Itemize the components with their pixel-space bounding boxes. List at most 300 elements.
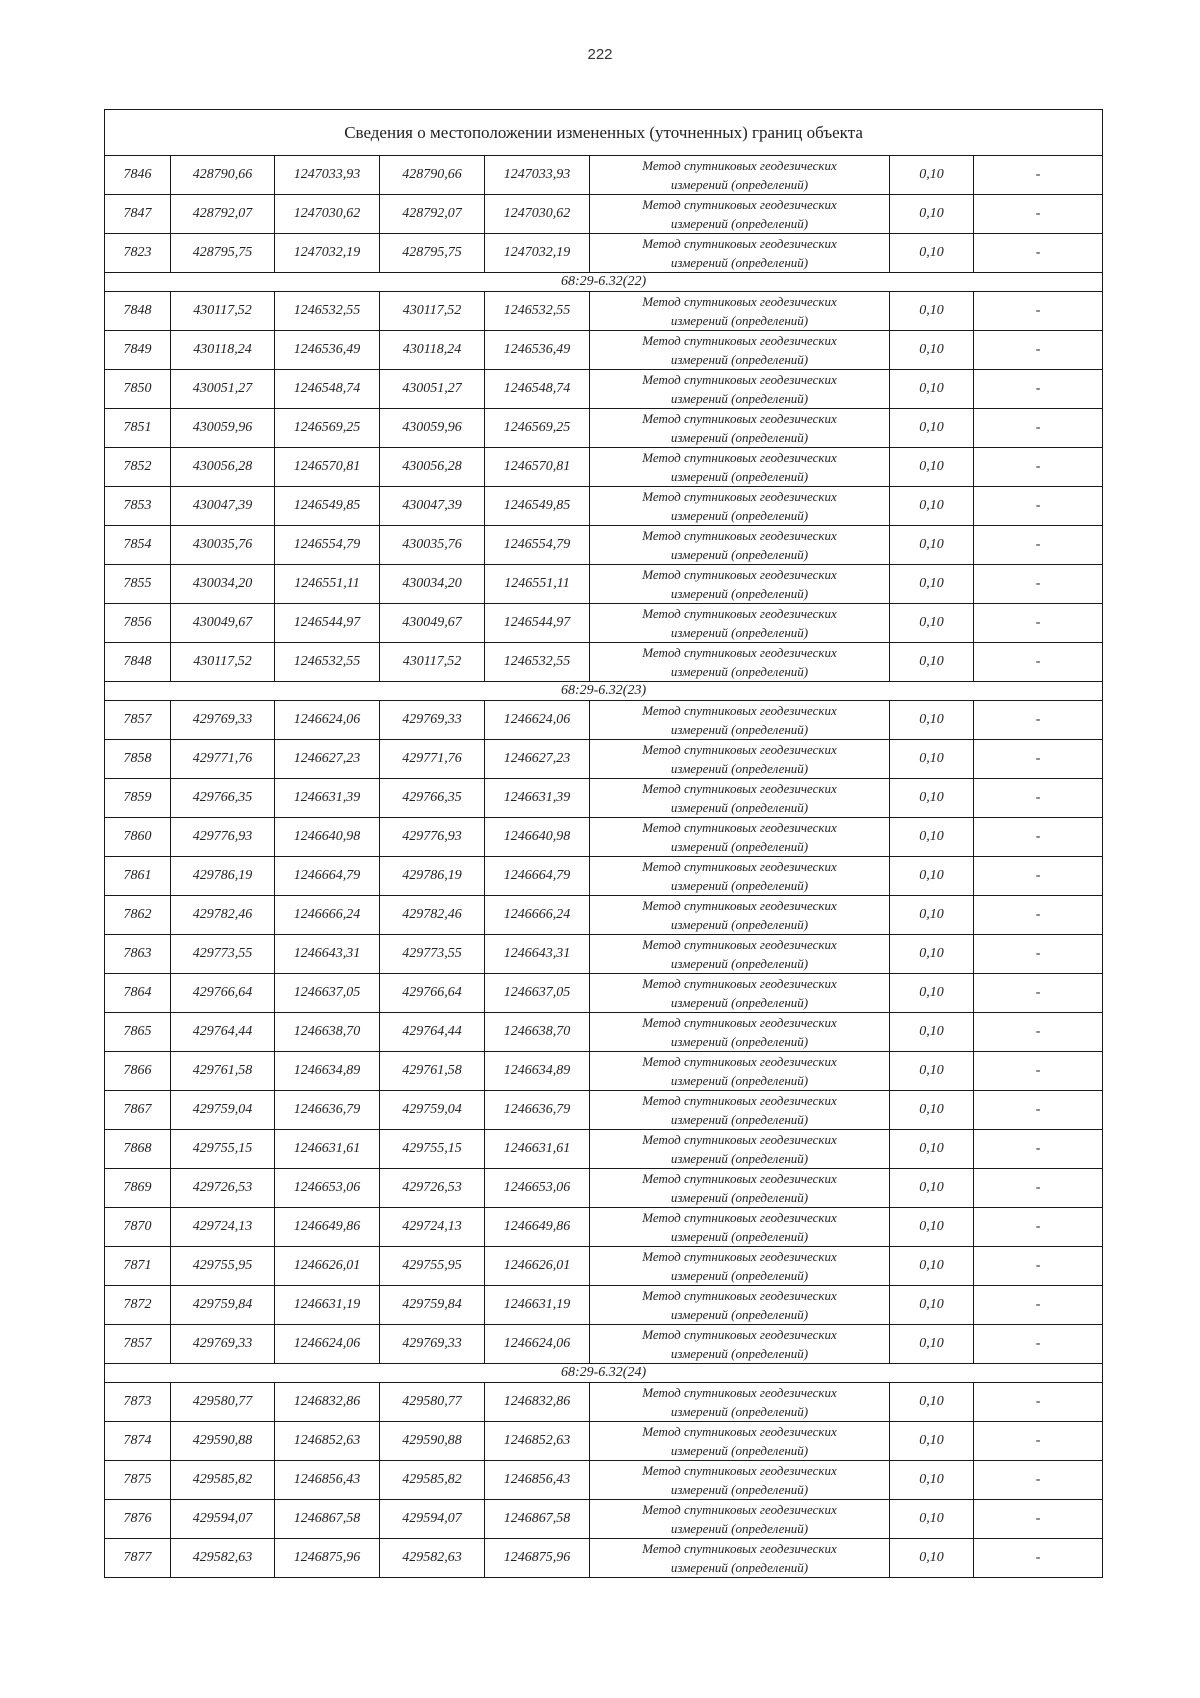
- x-existing-cell: 429761,58: [171, 1052, 275, 1091]
- x-refined-cell: 429771,76: [380, 740, 485, 779]
- x-existing-cell: 430047,39: [171, 487, 275, 526]
- precision-cell: 0,10: [890, 1013, 974, 1052]
- method-line-1: Метод спутниковых геодезических: [642, 781, 837, 796]
- description-cell: -: [974, 487, 1103, 526]
- y-existing-cell: 1247033,93: [275, 156, 380, 195]
- table-row: [105, 331, 1103, 370]
- y-existing-cell: 1246640,98: [275, 818, 380, 857]
- precision-cell: 0,10: [890, 818, 974, 857]
- x-existing-cell: 429766,35: [171, 779, 275, 818]
- table-row: [105, 526, 1103, 565]
- page-number: 222: [587, 46, 613, 63]
- method-line-1: Метод спутниковых геодезических: [642, 1249, 837, 1264]
- precision-cell: 0,10: [890, 370, 974, 409]
- point-number-cell: 7857: [105, 701, 171, 740]
- point-number-cell: 7868: [105, 1130, 171, 1169]
- point-number-cell: 7863: [105, 935, 171, 974]
- method-line-2: измерений (определений): [670, 1404, 809, 1419]
- point-number-cell: 7853: [105, 487, 171, 526]
- x-refined-cell: 429782,46: [380, 896, 485, 935]
- x-existing-cell: 430059,96: [171, 409, 275, 448]
- y-refined-cell: 1246570,81: [485, 448, 590, 487]
- method-line-2: измерений (определений): [670, 216, 809, 231]
- method-line-1: Метод спутниковых геодезических: [642, 937, 837, 952]
- y-existing-cell: 1246634,89: [275, 1052, 380, 1091]
- precision-cell: 0,10: [890, 156, 974, 195]
- point-number-cell: 7874: [105, 1422, 171, 1461]
- y-refined-cell: 1246832,86: [485, 1383, 590, 1422]
- point-number-cell: 7857: [105, 1325, 171, 1364]
- method-line-2: измерений (определений): [670, 1190, 809, 1205]
- x-refined-cell: 430117,52: [380, 643, 485, 682]
- precision-cell: 0,10: [890, 526, 974, 565]
- precision-cell: 0,10: [890, 1325, 974, 1364]
- method-line-1: Метод спутниковых геодезических: [642, 1424, 837, 1439]
- y-existing-cell: 1246570,81: [275, 448, 380, 487]
- table-row: [105, 487, 1103, 526]
- x-refined-cell: 428795,75: [380, 234, 485, 273]
- x-refined-cell: 430049,67: [380, 604, 485, 643]
- method-line-2: измерений (определений): [670, 547, 809, 562]
- point-number-cell: 7823: [105, 234, 171, 273]
- x-existing-cell: 430117,52: [171, 643, 275, 682]
- y-existing-cell: 1247032,19: [275, 234, 380, 273]
- section-label-row: [105, 273, 1103, 292]
- method-line-2: измерений (определений): [670, 761, 809, 776]
- section-label-row: [105, 1364, 1103, 1383]
- method-cell: [590, 1247, 890, 1286]
- method-line-2: измерений (определений): [670, 917, 809, 932]
- x-existing-cell: 429582,63: [171, 1539, 275, 1578]
- table-row: [105, 370, 1103, 409]
- x-existing-cell: 429769,33: [171, 701, 275, 740]
- x-existing-cell: 428792,07: [171, 195, 275, 234]
- method-line-2: измерений (определений): [670, 664, 809, 679]
- point-number-cell: 7850: [105, 370, 171, 409]
- description-cell: -: [974, 604, 1103, 643]
- description-cell: -: [974, 1539, 1103, 1578]
- method-cell: [590, 1422, 890, 1461]
- x-refined-cell: 429724,13: [380, 1208, 485, 1247]
- method-line-2: измерений (определений): [670, 1560, 809, 1575]
- table-row: [105, 857, 1103, 896]
- x-refined-cell: 430051,27: [380, 370, 485, 409]
- method-line-2: измерений (определений): [670, 800, 809, 815]
- section-label-row: [105, 682, 1103, 701]
- description-cell: -: [974, 974, 1103, 1013]
- y-existing-cell: 1246532,55: [275, 643, 380, 682]
- x-refined-cell: 429755,15: [380, 1130, 485, 1169]
- x-refined-cell: 430059,96: [380, 409, 485, 448]
- method-cell: [590, 1500, 890, 1539]
- point-number-cell: 7854: [105, 526, 171, 565]
- y-existing-cell: 1246636,79: [275, 1091, 380, 1130]
- point-number-cell: 7856: [105, 604, 171, 643]
- y-existing-cell: 1246627,23: [275, 740, 380, 779]
- y-existing-cell: 1246549,85: [275, 487, 380, 526]
- y-existing-cell: 1246624,06: [275, 1325, 380, 1364]
- x-existing-cell: 430049,67: [171, 604, 275, 643]
- method-line-2: измерений (определений): [670, 1112, 809, 1127]
- method-line-1: Метод спутниковых геодезических: [642, 294, 837, 309]
- table-row: [105, 1091, 1103, 1130]
- method-line-2: измерений (определений): [670, 177, 809, 192]
- section-label: 68:29-6.32(24): [105, 1364, 1103, 1383]
- method-cell: [590, 1169, 890, 1208]
- description-cell: -: [974, 896, 1103, 935]
- x-refined-cell: 428790,66: [380, 156, 485, 195]
- y-refined-cell: 1246637,05: [485, 974, 590, 1013]
- x-refined-cell: 430118,24: [380, 331, 485, 370]
- precision-cell: 0,10: [890, 643, 974, 682]
- method-line-1: Метод спутниковых геодезических: [642, 703, 837, 718]
- x-existing-cell: 428795,75: [171, 234, 275, 273]
- method-line-2: измерений (определений): [670, 878, 809, 893]
- method-cell: [590, 1091, 890, 1130]
- table-row: [105, 156, 1103, 195]
- method-cell: [590, 604, 890, 643]
- method-line-2: измерений (определений): [670, 508, 809, 523]
- description-cell: -: [974, 156, 1103, 195]
- x-refined-cell: 429585,82: [380, 1461, 485, 1500]
- method-line-1: Метод спутниковых геодезических: [642, 645, 837, 660]
- y-refined-cell: 1247030,62: [485, 195, 590, 234]
- method-cell: [590, 370, 890, 409]
- method-line-1: Метод спутниковых геодезических: [642, 1171, 837, 1186]
- precision-cell: 0,10: [890, 1052, 974, 1091]
- method-line-1: Метод спутниковых геодезических: [642, 1288, 837, 1303]
- table-row: [105, 195, 1103, 234]
- method-line-1: Метод спутниковых геодезических: [642, 1210, 837, 1225]
- method-line-2: измерений (определений): [670, 839, 809, 854]
- x-refined-cell: 429766,64: [380, 974, 485, 1013]
- y-refined-cell: 1246544,97: [485, 604, 590, 643]
- method-line-2: измерений (определений): [670, 1268, 809, 1283]
- x-existing-cell: 429782,46: [171, 896, 275, 935]
- method-line-1: Метод спутниковых геодезических: [642, 1015, 837, 1030]
- method-line-2: измерений (определений): [670, 1521, 809, 1536]
- method-line-2: измерений (определений): [670, 1482, 809, 1497]
- point-number-cell: 7847: [105, 195, 171, 234]
- y-refined-cell: 1246631,19: [485, 1286, 590, 1325]
- y-refined-cell: 1246549,85: [485, 487, 590, 526]
- x-existing-cell: 429585,82: [171, 1461, 275, 1500]
- table-title: Сведения о местоположении измененных (уточненных) границ объекта: [105, 110, 1103, 156]
- method-cell: [590, 857, 890, 896]
- method-cell: [590, 740, 890, 779]
- x-existing-cell: 429590,88: [171, 1422, 275, 1461]
- description-cell: -: [974, 643, 1103, 682]
- description-cell: -: [974, 935, 1103, 974]
- y-refined-cell: 1246626,01: [485, 1247, 590, 1286]
- y-refined-cell: 1246631,61: [485, 1130, 590, 1169]
- method-line-1: Метод спутниковых геодезических: [642, 411, 837, 426]
- x-refined-cell: 429726,53: [380, 1169, 485, 1208]
- point-number-cell: 7846: [105, 156, 171, 195]
- point-number-cell: 7876: [105, 1500, 171, 1539]
- precision-cell: 0,10: [890, 896, 974, 935]
- method-line-1: Метод спутниковых геодезических: [642, 236, 837, 251]
- section-label: 68:29-6.32(23): [105, 682, 1103, 701]
- precision-cell: 0,10: [890, 1247, 974, 1286]
- precision-cell: 0,10: [890, 1539, 974, 1578]
- x-refined-cell: 429766,35: [380, 779, 485, 818]
- y-refined-cell: 1246634,89: [485, 1052, 590, 1091]
- table-title-row: [105, 110, 1103, 156]
- point-number-cell: 7870: [105, 1208, 171, 1247]
- description-cell: -: [974, 1325, 1103, 1364]
- precision-cell: 0,10: [890, 1286, 974, 1325]
- method-cell: [590, 195, 890, 234]
- method-line-1: Метод спутниковых геодезических: [642, 567, 837, 582]
- point-number-cell: 7873: [105, 1383, 171, 1422]
- x-refined-cell: 429776,93: [380, 818, 485, 857]
- x-refined-cell: 429755,95: [380, 1247, 485, 1286]
- point-number-cell: 7848: [105, 292, 171, 331]
- method-line-2: измерений (определений): [670, 1151, 809, 1166]
- precision-cell: 0,10: [890, 779, 974, 818]
- method-line-1: Метод спутниковых геодезических: [642, 158, 837, 173]
- table-row: [105, 1461, 1103, 1500]
- method-line-2: измерений (определений): [670, 1307, 809, 1322]
- method-line-2: измерений (определений): [670, 995, 809, 1010]
- table-row: [105, 896, 1103, 935]
- precision-cell: 0,10: [890, 935, 974, 974]
- method-line-1: Метод спутниковых геодезических: [642, 528, 837, 543]
- method-cell: [590, 487, 890, 526]
- table-row: [105, 643, 1103, 682]
- table-row: [105, 565, 1103, 604]
- method-cell: [590, 896, 890, 935]
- y-existing-cell: 1246856,43: [275, 1461, 380, 1500]
- precision-cell: 0,10: [890, 974, 974, 1013]
- method-line-1: Метод спутниковых геодезических: [642, 1502, 837, 1517]
- y-refined-cell: 1246640,98: [485, 818, 590, 857]
- y-existing-cell: 1246666,24: [275, 896, 380, 935]
- x-refined-cell: 429759,84: [380, 1286, 485, 1325]
- point-number-cell: 7872: [105, 1286, 171, 1325]
- method-line-2: измерений (определений): [670, 391, 809, 406]
- method-line-1: Метод спутниковых геодезических: [642, 1093, 837, 1108]
- description-cell: -: [974, 1091, 1103, 1130]
- y-refined-cell: 1246624,06: [485, 1325, 590, 1364]
- x-existing-cell: 429764,44: [171, 1013, 275, 1052]
- y-refined-cell: 1247032,19: [485, 234, 590, 273]
- method-cell: [590, 1052, 890, 1091]
- method-cell: [590, 292, 890, 331]
- x-existing-cell: 429771,76: [171, 740, 275, 779]
- x-existing-cell: 430056,28: [171, 448, 275, 487]
- x-refined-cell: 429582,63: [380, 1539, 485, 1578]
- table-row: [105, 1169, 1103, 1208]
- method-line-2: измерений (определений): [670, 586, 809, 601]
- table-row: [105, 604, 1103, 643]
- table-row: [105, 409, 1103, 448]
- description-cell: -: [974, 370, 1103, 409]
- method-line-1: Метод спутниковых геодезических: [642, 1463, 837, 1478]
- precision-cell: 0,10: [890, 1208, 974, 1247]
- precision-cell: 0,10: [890, 1169, 974, 1208]
- y-existing-cell: 1246875,96: [275, 1539, 380, 1578]
- description-cell: -: [974, 1500, 1103, 1539]
- point-number-cell: 7864: [105, 974, 171, 1013]
- method-line-1: Метод спутниковых геодезических: [642, 1541, 837, 1556]
- table-row: [105, 1325, 1103, 1364]
- description-cell: -: [974, 1169, 1103, 1208]
- y-existing-cell: 1246664,79: [275, 857, 380, 896]
- x-refined-cell: 430056,28: [380, 448, 485, 487]
- description-cell: -: [974, 1422, 1103, 1461]
- x-existing-cell: 429755,15: [171, 1130, 275, 1169]
- table-row: [105, 740, 1103, 779]
- point-number-cell: 7877: [105, 1539, 171, 1578]
- table-row: [105, 1286, 1103, 1325]
- precision-cell: 0,10: [890, 409, 974, 448]
- x-refined-cell: 428792,07: [380, 195, 485, 234]
- x-refined-cell: 429580,77: [380, 1383, 485, 1422]
- method-line-1: Метод спутниковых геодезических: [642, 742, 837, 757]
- table-row: [105, 1500, 1103, 1539]
- y-existing-cell: 1246536,49: [275, 331, 380, 370]
- description-cell: -: [974, 234, 1103, 273]
- x-existing-cell: 429726,53: [171, 1169, 275, 1208]
- y-refined-cell: 1246569,25: [485, 409, 590, 448]
- y-existing-cell: 1246631,61: [275, 1130, 380, 1169]
- table-row: [105, 1247, 1103, 1286]
- x-refined-cell: 430117,52: [380, 292, 485, 331]
- y-refined-cell: 1246536,49: [485, 331, 590, 370]
- method-line-1: Метод спутниковых геодезических: [642, 450, 837, 465]
- y-existing-cell: 1246551,11: [275, 565, 380, 604]
- y-existing-cell: 1246867,58: [275, 1500, 380, 1539]
- y-existing-cell: 1246548,74: [275, 370, 380, 409]
- x-existing-cell: 429724,13: [171, 1208, 275, 1247]
- precision-cell: 0,10: [890, 195, 974, 234]
- description-cell: -: [974, 1013, 1103, 1052]
- description-cell: -: [974, 857, 1103, 896]
- method-line-2: измерений (определений): [670, 1229, 809, 1244]
- precision-cell: 0,10: [890, 1461, 974, 1500]
- point-number-cell: 7848: [105, 643, 171, 682]
- y-refined-cell: 1246653,06: [485, 1169, 590, 1208]
- description-cell: -: [974, 1247, 1103, 1286]
- description-cell: -: [974, 448, 1103, 487]
- x-existing-cell: 430035,76: [171, 526, 275, 565]
- description-cell: -: [974, 1461, 1103, 1500]
- y-refined-cell: 1246631,39: [485, 779, 590, 818]
- method-line-2: измерений (определений): [670, 1346, 809, 1361]
- method-line-1: Метод спутниковых геодезических: [642, 333, 837, 348]
- method-cell: [590, 643, 890, 682]
- method-cell: [590, 701, 890, 740]
- y-refined-cell: 1247033,93: [485, 156, 590, 195]
- point-number-cell: 7852: [105, 448, 171, 487]
- method-line-1: Метод спутниковых геодезических: [642, 976, 837, 991]
- table-row: [105, 1013, 1103, 1052]
- method-line-1: Метод спутниковых геодезических: [642, 1327, 837, 1342]
- method-cell: [590, 448, 890, 487]
- method-cell: [590, 1383, 890, 1422]
- table-row: [105, 935, 1103, 974]
- method-line-1: Метод спутниковых геодезических: [642, 1132, 837, 1147]
- description-cell: -: [974, 818, 1103, 857]
- y-existing-cell: 1246626,01: [275, 1247, 380, 1286]
- x-refined-cell: 430034,20: [380, 565, 485, 604]
- point-number-cell: 7861: [105, 857, 171, 896]
- precision-cell: 0,10: [890, 234, 974, 273]
- point-number-cell: 7871: [105, 1247, 171, 1286]
- y-refined-cell: 1246624,06: [485, 701, 590, 740]
- point-number-cell: 7855: [105, 565, 171, 604]
- table-row: [105, 1422, 1103, 1461]
- method-cell: [590, 526, 890, 565]
- y-refined-cell: 1246532,55: [485, 292, 590, 331]
- method-line-1: Метод спутниковых геодезических: [642, 820, 837, 835]
- method-cell: [590, 331, 890, 370]
- x-existing-cell: 429759,04: [171, 1091, 275, 1130]
- x-existing-cell: 429766,64: [171, 974, 275, 1013]
- precision-cell: 0,10: [890, 448, 974, 487]
- precision-cell: 0,10: [890, 1383, 974, 1422]
- precision-cell: 0,10: [890, 1500, 974, 1539]
- table-row: [105, 701, 1103, 740]
- precision-cell: 0,10: [890, 1422, 974, 1461]
- point-number-cell: 7875: [105, 1461, 171, 1500]
- method-line-1: Метод спутниковых геодезических: [642, 1385, 837, 1400]
- y-existing-cell: 1246631,39: [275, 779, 380, 818]
- method-cell: [590, 1539, 890, 1578]
- y-refined-cell: 1246875,96: [485, 1539, 590, 1578]
- y-refined-cell: 1246627,23: [485, 740, 590, 779]
- method-line-2: измерений (определений): [670, 255, 809, 270]
- x-refined-cell: 429764,44: [380, 1013, 485, 1052]
- x-refined-cell: 429761,58: [380, 1052, 485, 1091]
- method-cell: [590, 565, 890, 604]
- table-row: [105, 1130, 1103, 1169]
- method-line-1: Метод спутниковых геодезических: [642, 859, 837, 874]
- boundary-coordinates-table: [104, 109, 1103, 1578]
- method-line-2: измерений (определений): [670, 956, 809, 971]
- y-refined-cell: 1246666,24: [485, 896, 590, 935]
- point-number-cell: 7858: [105, 740, 171, 779]
- x-refined-cell: 430047,39: [380, 487, 485, 526]
- precision-cell: 0,10: [890, 857, 974, 896]
- table-row: [105, 1539, 1103, 1578]
- method-line-2: измерений (определений): [670, 430, 809, 445]
- y-refined-cell: 1246867,58: [485, 1500, 590, 1539]
- point-number-cell: 7867: [105, 1091, 171, 1130]
- method-line-1: Метод спутниковых геодезических: [642, 606, 837, 621]
- precision-cell: 0,10: [890, 487, 974, 526]
- method-line-1: Метод спутниковых геодезических: [642, 1054, 837, 1069]
- point-number-cell: 7865: [105, 1013, 171, 1052]
- description-cell: -: [974, 1383, 1103, 1422]
- method-cell: [590, 1286, 890, 1325]
- description-cell: -: [974, 779, 1103, 818]
- method-line-1: Метод спутниковых геодезических: [642, 197, 837, 212]
- y-existing-cell: 1246638,70: [275, 1013, 380, 1052]
- table-row: [105, 1208, 1103, 1247]
- description-cell: -: [974, 565, 1103, 604]
- x-refined-cell: 429590,88: [380, 1422, 485, 1461]
- method-line-1: Метод спутниковых геодезических: [642, 898, 837, 913]
- x-existing-cell: 430118,24: [171, 331, 275, 370]
- y-existing-cell: 1246631,19: [275, 1286, 380, 1325]
- x-refined-cell: 429759,04: [380, 1091, 485, 1130]
- method-cell: [590, 974, 890, 1013]
- y-existing-cell: 1246532,55: [275, 292, 380, 331]
- method-cell: [590, 1013, 890, 1052]
